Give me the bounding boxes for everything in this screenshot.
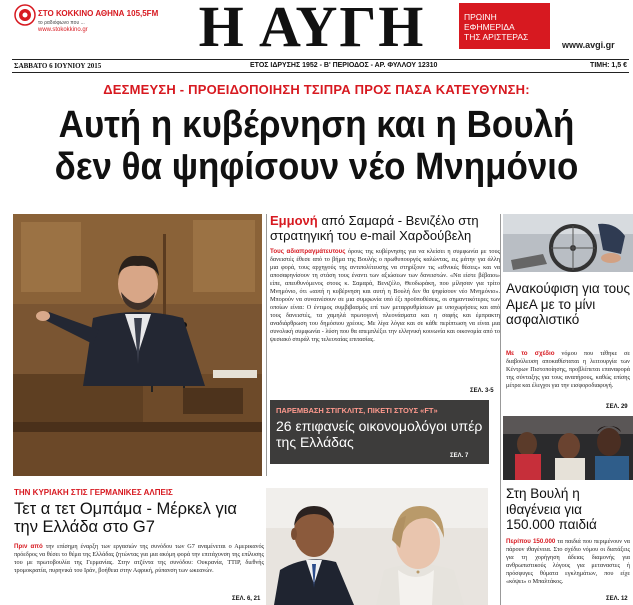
- radio-ad-url: www.stokokkino.gr: [38, 27, 88, 33]
- disability-page-ref: ΣΕΛ. 29: [606, 404, 628, 410]
- lead-kicker: ΔΕΣΜΕΥΣΗ - ΠΡΟΕΙΔΟΠΟΙΗΣΗ ΤΣΙΠΡΑ ΠΡΟΣ ΠΑΣΑ ΚΑΤΕΥΘΥΝΣΗ:: [103, 82, 530, 97]
- wheelchair-photo-image: [503, 214, 633, 272]
- lead-headline[interactable]: [25, 104, 607, 188]
- center-article-headline: [270, 213, 500, 243]
- issue-meta-bar: [12, 59, 629, 73]
- tagline-line-3: ΤΗΣ ΑΡΙΣΤΕΡΑΣ: [464, 32, 529, 42]
- disability-body-lead: Με το σχέδιο: [506, 350, 555, 357]
- radio-ad-title: ΣΤΟ ΚΟΚΚΙΝΟ ΑΘΗΝΑ 105,5FM: [38, 9, 159, 18]
- newspaper-title: Η ΑΥΓΗ: [198, 0, 426, 59]
- center-article[interactable]: [270, 213, 500, 344]
- lead-headline-line-1: Αυτή η κυβέρνηση και η Βουλή: [58, 104, 575, 146]
- tagline-line-2: ΕΦΗΜΕΡΙΔΑ: [464, 22, 515, 32]
- column-divider: [266, 214, 267, 476]
- center-article-body: [270, 248, 500, 344]
- g7-kicker: ΤΗΝ ΚΥΡΙΑΚΗ ΣΤΙΣ ΓΕΡΜΑΝΙΚΕΣ ΑΛΠΕΙΣ: [14, 488, 173, 497]
- obama-merkel-photo-image: [266, 488, 488, 605]
- g7-page-ref: ΣΕΛ. 6, 21: [232, 596, 261, 602]
- disability-headline[interactable]: Ανακούφιση για τους ΑμεΑ με το μίνι ασφαλιστικό: [506, 281, 630, 327]
- citizenship-headline[interactable]: Στη Βουλή η ιθαγένεια για 150.000 παιδιά: [506, 486, 597, 532]
- g7-body: [14, 543, 264, 575]
- citizenship-body-lead: Περίπου 150.000: [506, 538, 556, 545]
- g7-body-text: την επίσημη έναρξη των εργασιών της συνόδου των G7 αναμένεται ο Αμερικανός πρόεδρος να θέσει το θέμα της Ελλάδας ζητώντας για μια ακόμη φορά την επιτάχυνση της επίλυσης του με πρωτοβουλία της Γερμανίας. Στην ατζέντα της συνόδου: Ουκρανία, ΤΤΙΡ, διεθνής τρομοκρατία, πυρηνικά του Ιράν, βοήθεια στην Αφρική, ρύπανση των ωκεανών.: [14, 543, 264, 574]
- obama-merkel-photo[interactable]: [266, 488, 488, 605]
- children-photo[interactable]: [503, 416, 633, 480]
- tagline-line-1: ΠΡΩΙΝΗ: [464, 12, 497, 22]
- economists-title: 26 επιφανείς οικονομολόγοι υπέρ της Ελλάδας: [276, 418, 483, 450]
- right-column-divider: [500, 214, 501, 605]
- issue-number: ΕΤΟΣ ΙΔΡΥΣΗΣ 1952 - Β' ΠΕΡΙΟΔΟΣ - ΑΡ. ΦΥΛΛΟΥ 12310: [250, 62, 438, 69]
- radio-logo-icon: [14, 4, 36, 26]
- g7-headline[interactable]: Τετ α τετ Ομπάμα - Μέρκελ για την Ελλάδα στο G7: [14, 500, 237, 536]
- wheelchair-photo[interactable]: [503, 214, 633, 272]
- center-headline-rest: από Σαμαρά - Βενιζέλο στη στρατηγική του e-mail Χαρδούβελη: [270, 213, 479, 243]
- masthead: [0, 0, 633, 58]
- newspaper-tagline: [459, 3, 550, 49]
- economists-page-ref: ΣΕΛ. 7: [450, 453, 469, 459]
- citizenship-body-text: τα παιδιά που περιμένουν να πάρουν ιθαγένεια. Στο σχέδιο νόμου οι διατάξεις για τη χορήγηση άδειας διαμονής για ανθρωπιστικούς λόγους για μεταναστες ή πρόσφυγες θύματα εγκλημάτων, που είχε «κόψει» ο Μπαλτάκος.: [506, 538, 631, 585]
- lead-photo[interactable]: [13, 214, 262, 476]
- lead-headline-line-2: δεν θα ψηφίσουν νέο Μνημόνιο: [54, 146, 579, 188]
- citizenship-page-ref: ΣΕΛ. 12: [606, 596, 628, 602]
- economists-kicker: ΠΑΡΕΜΒΑΣΗ ΣΤΙΓΚΛΙΤΣ, ΠΙΚΕΤΙ ΣΤΟΥΣ «FT»: [276, 406, 438, 415]
- g7-body-lead: Πριν από: [14, 543, 43, 550]
- children-photo-image: [503, 416, 633, 480]
- center-body-lead: Τους αδιαπραγμάτευτους: [270, 248, 346, 255]
- center-headline-red: Εμμονή: [270, 213, 318, 228]
- disability-body-text: νόμου που τέθηκε σε διαβούλευση αποκαθίσταται η λειτουργία των Κέντρων Πιστοποίησης, προβλέπεται επαναφορά της σύνταξης για τους αναπήρους, καθώς επίσης μέτρα και έλεγχοι για την εισφοροδιαφυγή.: [506, 350, 630, 389]
- site-url[interactable]: www.avgi.gr: [562, 40, 615, 50]
- lead-photo-image: [13, 214, 262, 476]
- economists-box[interactable]: [270, 400, 489, 464]
- issue-price: ΤΙΜΗ: 1,5 €: [590, 62, 627, 69]
- citizenship-body: [506, 538, 630, 586]
- radio-ad-slogan: το ραδιόφωνο που ...: [38, 20, 85, 26]
- center-body-text: όρους της κυβέρνησης για να κλείσει η συμφωνία με τους δανειστές έθεσε από το βήμα της Βουλής ο πρωθυπουργός καλώντας, εις μάτην για άλλη μια φορά, τους αρχηγούς της αντιπολίτευσης να στηρίξουν τις «εθνικές θέσεις» και να αποσαφηνίσουν τη στάση τους έναντι των αξιώσεων των δανειστών. «Να είστε βέβαιοι» είπε, απευθυνόμενος στους κ. Σαμαρά, Βενιζέλο, Θεοδωράκη, που μίλησαν για τρίτο Μνημόνιο, ότι «αυτή η κυβέρνηση και αυτή η Βουλή δεν θα ψηφίσουν νέο Μνημόνιο». Μπορούν να συναινέσουν σε μια συμφωνία υπό έξι προϋποθέσεις, οι σημαντικότερες των οποίων είναι: Ο έντιμος συμβιβασμός επί των μεταρρυθμίσεων με υποχωρήσεις και από τους δανειστές, τα χαμηλά πρωτογενή πλεονάσματα και η σαφής και έμπρακτη αναδιάρθρωση του δημόσιου χρέους. Με λίγα λόγια και σε κάθε περίπτωση να είναι μια συνολική συμφωνία - λύση που θα απεμπλέξει την ελληνική κοινωνία και οικονομία από το ψεσιακό σπιράλ της τελευταίας επιτασίας.: [270, 248, 500, 343]
- issue-date: ΣΑΒΒΑΤΟ 6 ΙΟΥΝΙΟΥ 2015: [14, 62, 102, 70]
- disability-body: [506, 350, 630, 390]
- center-article-page-ref: ΣΕΛ. 3-5: [470, 388, 494, 394]
- radio-ad[interactable]: [14, 4, 159, 48]
